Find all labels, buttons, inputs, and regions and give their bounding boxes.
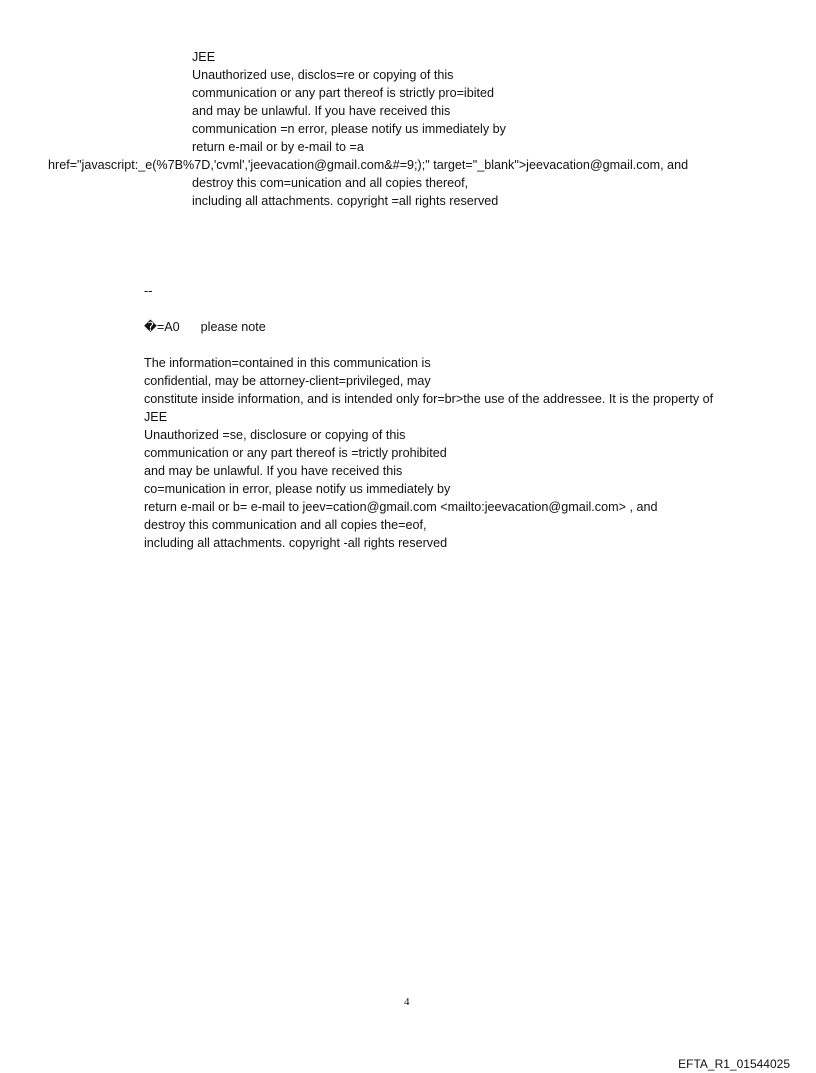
signature-separator: --	[144, 284, 153, 298]
page-number: 4	[404, 996, 410, 1008]
block1-line: destroy this com=unication and all copies thereof,	[192, 176, 469, 190]
block2-line: including all attachments. copyright -all rights reserved	[144, 536, 448, 550]
block2-line: co=munication in error, please notify us immediately by	[144, 482, 451, 496]
block1-line: JEE	[192, 50, 216, 64]
block1-line: including all attachments. copyright =all rights reserved	[192, 194, 499, 208]
block1-href-line: href="javascript:_e(%7B%7D,'cvml','jeevacation@gmail.com&#=9;);" target="_blank">jeevacation@gmail.com, and	[48, 158, 689, 172]
block1-line: Unauthorized use, disclos=re or copying of this	[192, 68, 454, 82]
block2-line: return e-mail or b= e-mail to jeev=cation@gmail.com <mailto:jeevacation@gmail.com> , and	[144, 500, 658, 514]
note-line: �=A0 please note	[144, 320, 266, 334]
block2-line: communication or any part thereof is =trictly prohibited	[144, 446, 447, 460]
block1-line: return e-mail or by e-mail to =a	[192, 140, 364, 154]
block2-line: The information=contained in this communication is	[144, 356, 431, 370]
block2-line: Unauthorized =se, disclosure or copying of this	[144, 428, 406, 442]
block2-line: JEE	[144, 410, 168, 424]
block1-line: communication or any part thereof is strictly pro=ibited	[192, 86, 495, 100]
block1-line: communication =n error, please notify us immediately by	[192, 122, 506, 136]
document-id: EFTA_R1_01544025	[678, 1057, 790, 1071]
block2-line: destroy this communication and all copies the=eof,	[144, 518, 427, 532]
block1-line: and may be unlawful. If you have received this	[192, 104, 451, 118]
block2-line: confidential, may be attorney-client=privileged, may	[144, 374, 431, 388]
block2-line: and may be unlawful. If you have received this	[144, 464, 403, 478]
block2-line: constitute inside information, and is intended only for=br>the use of the addressee. It is the property of	[144, 392, 714, 406]
